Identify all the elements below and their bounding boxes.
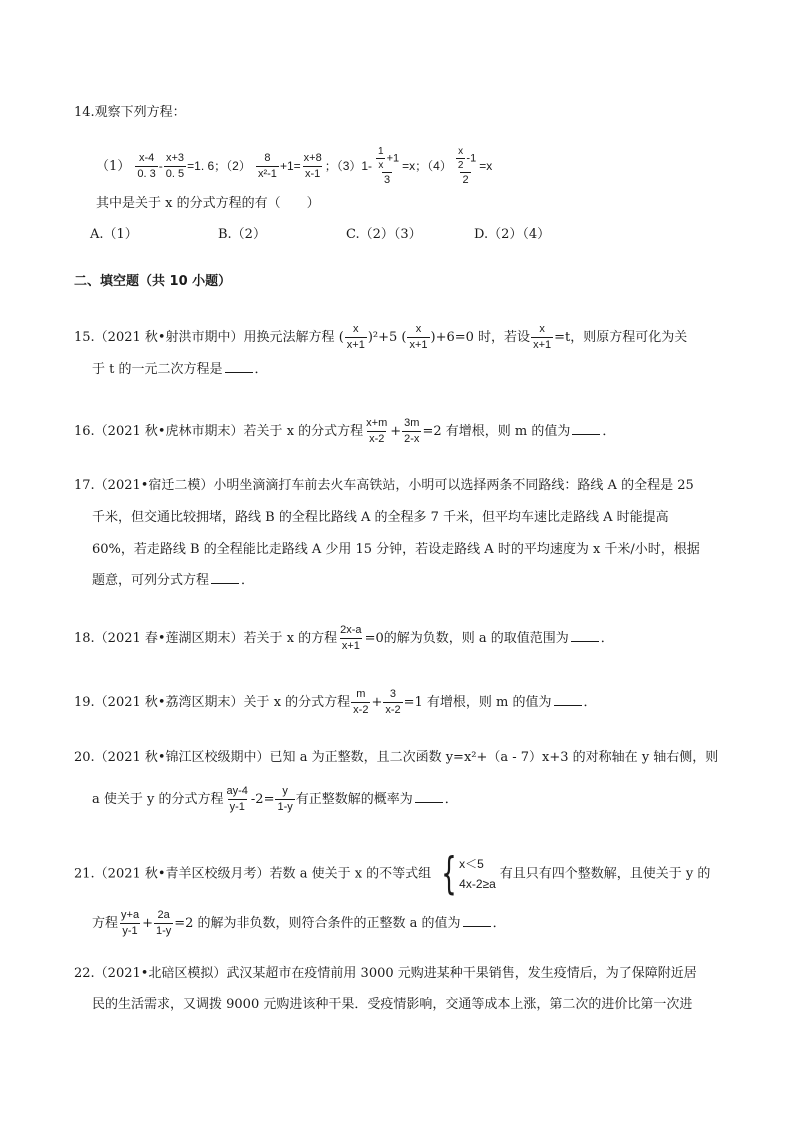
q17-answer-blank[interactable] <box>211 571 239 584</box>
q20-frac1: $\frac{ay-4}{y-1}$ <box>226 785 248 813</box>
q17-line4: 题意，可列分式方程 ． <box>92 573 255 588</box>
q16-answer-blank[interactable] <box>572 422 600 435</box>
q20-line2: a 使关于 y 的分式方程 $\frac{ay-4}{y-1}$ -2= $\frac{y}{1-y}$ 有正整数解的概率为 ． <box>92 785 458 813</box>
q14-eq1-frac2: $\frac{x+3}{0. 5}$ <box>165 152 185 180</box>
q17-line1: 17.（2021•宿迁二模）小明坐滴滴打车前去火车高铁站，小明可以选择两条不同路线：路线 A 的全程是 25 <box>74 478 694 493</box>
q14-eq1-minus: - <box>158 159 163 173</box>
q14-eq2-frac2: $\frac{x+8}{x-1}$ <box>303 152 322 180</box>
q14-options <box>90 225 602 245</box>
q15-answer-blank[interactable] <box>225 360 253 373</box>
q14-eq2-frac1: $\frac{8}{\text{x²-1}}$ <box>257 152 277 180</box>
q19-answer-blank[interactable] <box>554 693 582 706</box>
q19-frac2: $\frac{3}{x-2}$ <box>385 688 401 716</box>
q20-line1: 20.（2021 秋•锦江区校级期中）已知 a 为正整数，且二次函数 y=x²+（a - 7）x+3 的对称轴在 y 轴右侧，则 <box>74 750 719 765</box>
q14-eq3-tail: =x；（4） <box>402 159 452 173</box>
q19-frac1: $\frac{m}{x-2}$ <box>353 688 369 716</box>
q20-answer-blank[interactable] <box>415 790 443 803</box>
q14-title: 14.观察下列方程： <box>74 105 186 120</box>
q19-line: 19.（2021 秋•荔湾区期末）关于 x 的分式方程 $\frac{m}{x-2}$ + $\frac{3}{x-2}$ =1 有增根，则 m 的值为 ． <box>74 688 597 716</box>
q15-line2: 于 t 的一元二次方程是 ． <box>92 362 268 377</box>
q22-line2: 民的生活需求，又调拨 9000 元购进该种干果．受疫情影响，交通等成本上涨，第二次的进价比第一次进 <box>92 997 693 1012</box>
q15-frac3: $\frac{x}{x+1}$ <box>533 323 552 351</box>
q14-eq4-tail: =x <box>479 159 493 173</box>
q14-option-a[interactable]: A.（1） <box>90 227 138 242</box>
q15-line1: 15.（2021 秋•射洪市期中）用换元法解方程 ( $\frac{x}{x+1}$ )²+5 ( $\frac{x}{x+1}$ )+6=0 时，若设 $\frac{x}{x+1}$ =t，则原方程可化为关 <box>74 323 688 351</box>
q21-frac2: $\frac{2a}{1-y}$ <box>155 909 172 937</box>
q14-eq1-tail: =1. 6；（2） <box>187 159 251 173</box>
q14-eq1-label: （1） <box>96 159 131 174</box>
q21-line2: 方程 $\frac{y+a}{y-1}$ + $\frac{2a}{1-y}$ =2 的解为非负数，则符合条件的正整数 a 的值为 ． <box>92 909 506 937</box>
q20-frac2: $\frac{y}{1-y}$ <box>277 785 293 813</box>
q14-option-b[interactable]: B.（2） <box>218 227 266 242</box>
q18-frac: $\frac{2x-a}{x+1}$ <box>340 624 362 652</box>
q14-option-c[interactable]: C.（2）（3） <box>346 227 422 242</box>
q16-frac1: $\frac{x+m}{x-2}$ <box>366 417 388 445</box>
q14-eq2-tail: ；（3）1- <box>324 159 373 173</box>
q18-line: 18.（2021 春•莲湖区期末）若关于 x 的方程 $\frac{2x-a}{x+1}$ =0的解为负数，则 a 的取值范围为 ． <box>74 624 614 652</box>
q21-inequality-system: { x＜5 4x-2≥a <box>441 848 496 899</box>
q21-frac1: $\frac{y+a}{y-1}$ <box>121 909 140 937</box>
q14-question: 其中是关于 x 的分式方程的有（ ） <box>96 196 320 211</box>
q14-eq3-frac: $\frac{1}{x}$ +1 3 <box>378 146 400 186</box>
q17-line3: 60%，若走路线 B 的全程能比走路线 A 少用 15 分钟，若设走路线 A 时的平均速度为 x 千米/小时，根据 <box>92 542 700 557</box>
q16-frac2: $\frac{3m}{2-x}$ <box>404 417 420 445</box>
q16-line: 16.（2021 秋•虎林市期末）若关于 x 的分式方程 $\frac{x+m}{x-2}$ + $\frac{3m}{2-x}$ =2 有增根，则 m 的值为 ． <box>74 417 616 445</box>
q14-eq4-frac: $\frac{x}{2}$ -1 2 <box>457 146 477 186</box>
left-brace-icon: { <box>441 848 457 899</box>
q14-option-d[interactable]: D.（2）（4） <box>474 227 551 242</box>
q22-line1: 22.（2021•北碚区模拟）武汉某超市在疫情前用 3000 元购进某种干果销售，发生疫情后，为了保障附近居 <box>74 966 697 981</box>
q14-equations <box>96 146 492 187</box>
q14-eq1-frac1: $\frac{x-4}{0. 3}$ <box>137 152 156 180</box>
q17-line2: 千米，但交通比较拥堵，路线 B 的全程比路线 A 的全程多 7 千米，但平均车速比走路线 A 时能提高 <box>92 510 669 525</box>
q21-line1: 21.（2021 秋•青羊区校级月考）若数 a 使关于 x 的不等式组 { x＜5 4x-2≥a 有且只有四个整数解，且使关于 y 的 <box>74 848 711 899</box>
q21-answer-blank[interactable] <box>463 914 491 927</box>
section-fill-in-title: 二、填空题（共 10 小题） <box>74 274 232 289</box>
q14-eq2-mid: +1= <box>279 159 301 173</box>
q18-answer-blank[interactable] <box>571 629 599 642</box>
q15-frac1: $\frac{x}{x+1}$ <box>346 323 365 351</box>
q15-frac2: $\frac{x}{x+1}$ <box>409 323 428 351</box>
